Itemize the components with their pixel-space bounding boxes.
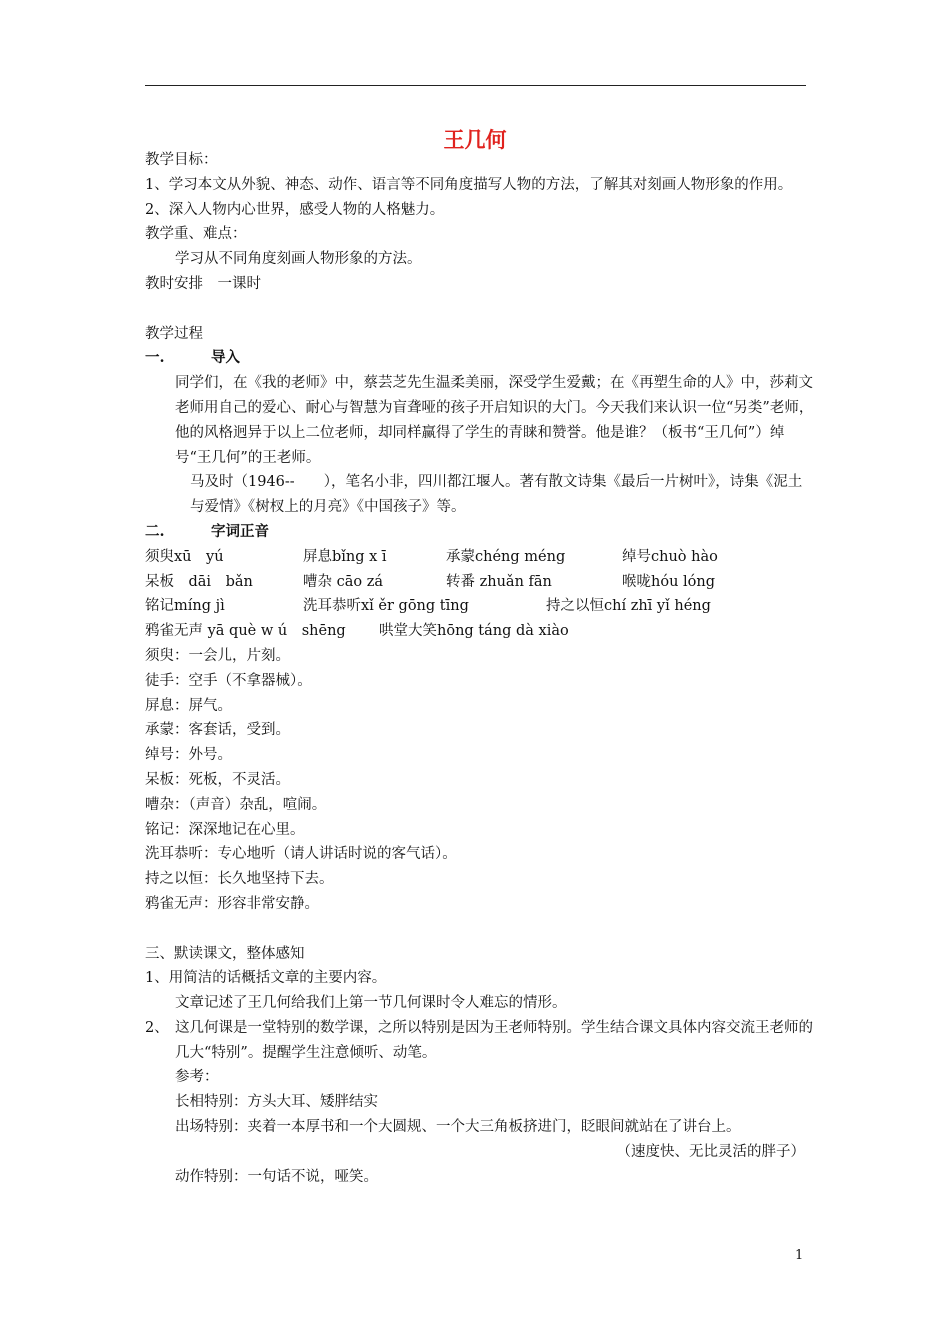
objective-1: 1、学习本文从外貌、神态、动作、语言等不同角度描写人物的方法，了解其对刻画人物形象的作用。 bbox=[145, 176, 793, 193]
pinyin-entry: 嘈杂 cāo zá bbox=[303, 573, 383, 590]
objective-2: 2、深入人物内心世界，感受人物的人格魅力。 bbox=[145, 201, 445, 218]
author-paragraph: 马及时（1946-- ），笔名小非，四川都江堰人。著有散文诗集《最后一片树叶》，诗集《泥土与爱情》《树杈上的月亮》《中国孩子》等。 bbox=[190, 474, 803, 516]
schedule: 教时安排 一课时 bbox=[145, 275, 261, 292]
definition-item: 洗耳恭听：专心地听（请人讲话时说的客气话）。 bbox=[145, 846, 457, 863]
spacer bbox=[145, 297, 815, 322]
pinyin-entry: 喉咙hóu lóng bbox=[622, 573, 716, 590]
reference-label: 参考： bbox=[175, 1069, 219, 1086]
pinyin-entry: 转番 zhuǎn fān bbox=[446, 573, 552, 590]
definition-item: 屏息：屏气。 bbox=[145, 697, 232, 714]
reference-note: （速度快、无比灵活的胖子） bbox=[616, 1143, 805, 1160]
section-2-heading bbox=[145, 520, 815, 545]
header-rule bbox=[145, 85, 806, 86]
definition-item: 铭记：深深地记在心里。 bbox=[145, 821, 305, 838]
section-1-heading bbox=[145, 346, 815, 371]
pinyin-entry: 哄堂大笑hōng táng dà xiào bbox=[379, 623, 569, 640]
definition-item: 承蒙：客套话，受到。 bbox=[145, 722, 290, 739]
definition-item: 呆板：死板，不灵活。 bbox=[145, 771, 290, 788]
section-2-title: 字词正音 bbox=[211, 522, 269, 540]
definition-item: 持之以恒：长久地坚持下去。 bbox=[145, 871, 334, 888]
pinyin-entry: 铭记míng jì bbox=[145, 598, 225, 615]
section-2-number: 二. bbox=[145, 522, 165, 540]
question-2 bbox=[145, 1016, 815, 1066]
question-1: 1、用简洁的话概括文章的主要内容。 bbox=[145, 970, 387, 987]
question-2-text: 这几何课是一堂特别的数学课，之所以特别是因为王老师特别。学生结合课文具体内容交流王老师的几大“特别”。提醒学生注意倾听、动笔。 bbox=[175, 1019, 813, 1061]
key-points-heading: 教学重、难点： bbox=[145, 226, 247, 243]
definition-item: 嘈杂：（声音）杂乱，喧闹。 bbox=[145, 796, 327, 813]
pinyin-entry: 呆板 dāi bǎn bbox=[145, 573, 253, 590]
reference-item: 出场特别：夹着一本厚书和一个大圆规、一个大三角板挤进门，眨眼间就站在了讲台上。 bbox=[175, 1119, 741, 1136]
intro-paragraph: 同学们，在《我的老师》中，蔡芸芝先生温柔美丽，深受学生爱戴；在《再塑生命的人》中，莎莉文老师用自己的爱心、耐心与智慧为盲聋哑的孩子开启知识的大门。今天我们来认识一位“另类”老师，他的风格迥异于以上二位老师，却同样赢得了学生的青睐和赞誉。他是谁？（板书“王几何”）绰号“王几何”的王老师。 bbox=[175, 375, 814, 466]
objectives-heading: 教学目标： bbox=[145, 152, 218, 168]
reference-item: 动作特别：一句话不说，哑笑。 bbox=[175, 1168, 378, 1185]
pinyin-entry: 承蒙chéng méng bbox=[446, 548, 566, 565]
pinyin-entry: 鸦雀无声 yā què w ú shēng bbox=[145, 623, 346, 640]
pinyin-entry: 持之以恒chí zhī yǐ héng bbox=[546, 598, 711, 615]
question-2-number: 2、 bbox=[145, 1019, 169, 1036]
pinyin-row bbox=[145, 545, 815, 570]
pinyin-entry: 须臾xū yú bbox=[145, 548, 224, 565]
definition-item: 鸦雀无声：形容非常安静。 bbox=[145, 895, 319, 912]
page-number: 1 bbox=[795, 1248, 804, 1263]
document-title: 王几何 bbox=[443, 128, 507, 152]
pinyin-entry: 洗耳恭听xǐ ěr gōng tīng bbox=[303, 598, 469, 615]
pinyin-entry: 绰号chuò hào bbox=[622, 548, 718, 565]
pinyin-row bbox=[145, 619, 815, 644]
document-body bbox=[145, 148, 815, 1189]
section-1-title: 导入 bbox=[211, 349, 240, 367]
definition-item: 须臾：一会儿，片刻。 bbox=[145, 647, 290, 664]
pinyin-entry: 屏息bǐng x ī bbox=[303, 548, 387, 565]
section-3-heading: 三、默读课文，整体感知 bbox=[145, 945, 305, 962]
definition-item: 绰号：外号。 bbox=[145, 747, 232, 764]
definition-item: 徒手：空手（不拿器械）。 bbox=[145, 672, 312, 689]
key-points-text: 学习从不同角度刻画人物形象的方法。 bbox=[175, 251, 422, 268]
pinyin-row bbox=[145, 594, 815, 619]
reference-item: 长相特别：方头大耳、矮胖结实 bbox=[175, 1094, 378, 1111]
spacer bbox=[145, 917, 815, 942]
process-heading: 教学过程 bbox=[145, 325, 203, 342]
pinyin-row bbox=[145, 570, 815, 595]
answer-1: 文章记述了王几何给我们上第一节几何课时令人难忘的情形。 bbox=[175, 995, 567, 1012]
section-1-number: 一. bbox=[145, 349, 165, 367]
